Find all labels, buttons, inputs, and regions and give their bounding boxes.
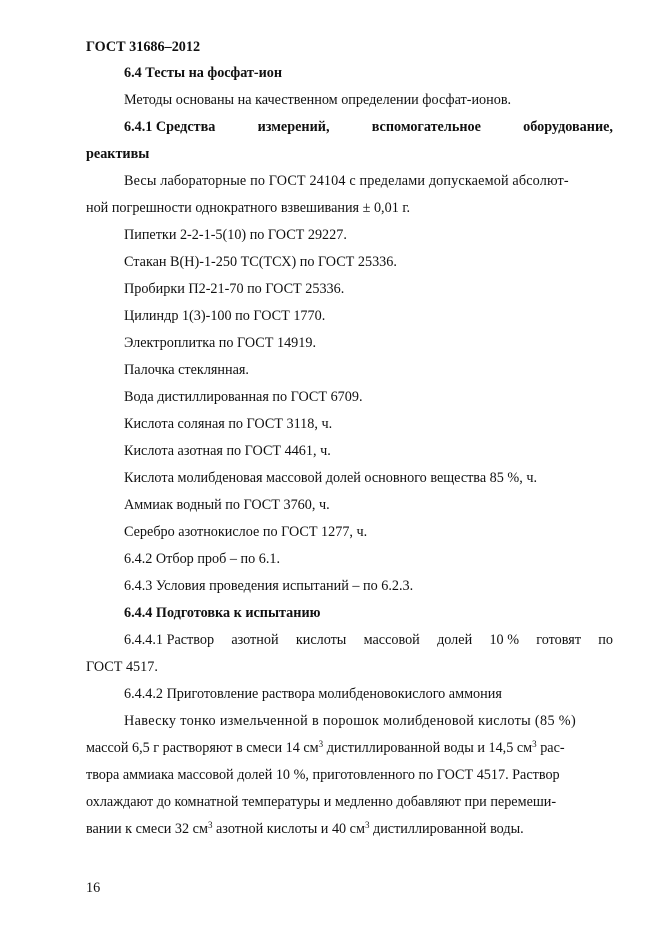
- list-item: Кислота соляная по ГОСТ 3118, ч.: [124, 416, 333, 432]
- superscript: 3: [532, 739, 537, 749]
- superscript: 3: [207, 820, 213, 830]
- text-run: рас-: [536, 740, 565, 756]
- heading-word: 6.4.1 Средства: [124, 119, 216, 135]
- paragraph-line: ной погрешности однократного взвешивания ± 0,01 г.: [86, 200, 411, 216]
- heading-word: измерений,: [257, 119, 330, 135]
- paragraph-word: массовой: [363, 632, 420, 648]
- text-run: дистиллированной воды.: [369, 821, 524, 837]
- list-item: Серебро азотнокислое по ГОСТ 1277, ч.: [124, 524, 368, 540]
- section-intro-6-4: Методы основаны на качественном определении фосфат-ионов.: [124, 92, 512, 108]
- section-6-4-3: 6.4.3 Условия проведения испытаний – по 6.2.3.: [124, 578, 414, 594]
- section-heading-6-4: 6.4 Тесты на фосфат-ион: [124, 65, 283, 81]
- list-item: Кислота азотная по ГОСТ 4461, ч.: [124, 443, 331, 459]
- superscript: 3: [318, 739, 324, 749]
- paragraph-6-4-4-2-heading: 6.4.4.2 Приготовление раствора молибденовокислого аммония: [124, 686, 502, 702]
- page-number: 16: [86, 880, 101, 896]
- paragraph-line: твора аммиака массовой долей 10 %, приготовленного по ГОСТ 4517. Раствор: [86, 767, 560, 783]
- paragraph-word: азотной: [231, 632, 279, 648]
- paragraph-line: Весы лабораторные по ГОСТ 24104 с пределами допускаемой абсолют-: [124, 173, 569, 189]
- paragraph-line: [86, 820, 524, 838]
- list-item: Кислота молибденовая массовой долей основного вещества 85 %, ч.: [124, 470, 537, 486]
- paragraph-line: [86, 739, 565, 757]
- text-run: азотной кислоты и 40 см: [212, 821, 365, 837]
- paragraph-line: охлаждают до комнатной температуры и медленно добавляют при перемеши-: [86, 794, 557, 810]
- section-heading-6-4-1: [124, 118, 613, 136]
- paragraph-word: долей: [437, 632, 473, 648]
- document-code: ГОСТ 31686–2012: [86, 39, 201, 55]
- superscript: 3: [364, 820, 370, 830]
- section-heading-6-4-1-cont: реактивы: [86, 146, 150, 162]
- list-item: Пипетки 2-2-1-5(10) по ГОСТ 29227.: [124, 227, 347, 243]
- list-item: Палочка стеклянная.: [124, 362, 249, 378]
- text-run: дистиллированной воды и 14,5 см: [323, 740, 533, 756]
- list-item: Электроплитка по ГОСТ 14919.: [124, 335, 317, 351]
- heading-word: оборудование,: [523, 119, 613, 135]
- list-item: Стакан В(Н)-1-250 ТС(ТСХ) по ГОСТ 25336.: [124, 254, 397, 270]
- paragraph-word: по: [598, 632, 613, 648]
- list-item: Аммиак водный по ГОСТ 3760, ч.: [124, 497, 330, 513]
- paragraph-word: 6.4.4.1 Раствор: [124, 632, 215, 648]
- text-run: вании к смеси 32 см: [86, 821, 208, 837]
- paragraph-6-4-4-1: [124, 631, 613, 649]
- paragraph-word: 10 %: [489, 632, 520, 648]
- section-heading-6-4-4: 6.4.4 Подготовка к испытанию: [124, 605, 321, 621]
- paragraph-word: готовят: [536, 632, 582, 648]
- heading-word: вспомогательное: [371, 119, 481, 135]
- list-item: Цилиндр 1(3)-100 по ГОСТ 1770.: [124, 308, 326, 324]
- list-item: Вода дистиллированная по ГОСТ 6709.: [124, 389, 363, 405]
- list-item: Пробирки П2-21-70 по ГОСТ 25336.: [124, 281, 345, 297]
- paragraph-6-4-4-1-cont: ГОСТ 4517.: [86, 659, 158, 675]
- section-6-4-2: 6.4.2 Отбор проб – по 6.1.: [124, 551, 281, 567]
- paragraph-line: Навеску тонко измельченной в порошок молибденовой кислоты (85 %): [124, 713, 577, 729]
- text-run: массой 6,5 г растворяют в смеси 14 см: [86, 740, 319, 756]
- paragraph-word: кислоты: [295, 632, 347, 648]
